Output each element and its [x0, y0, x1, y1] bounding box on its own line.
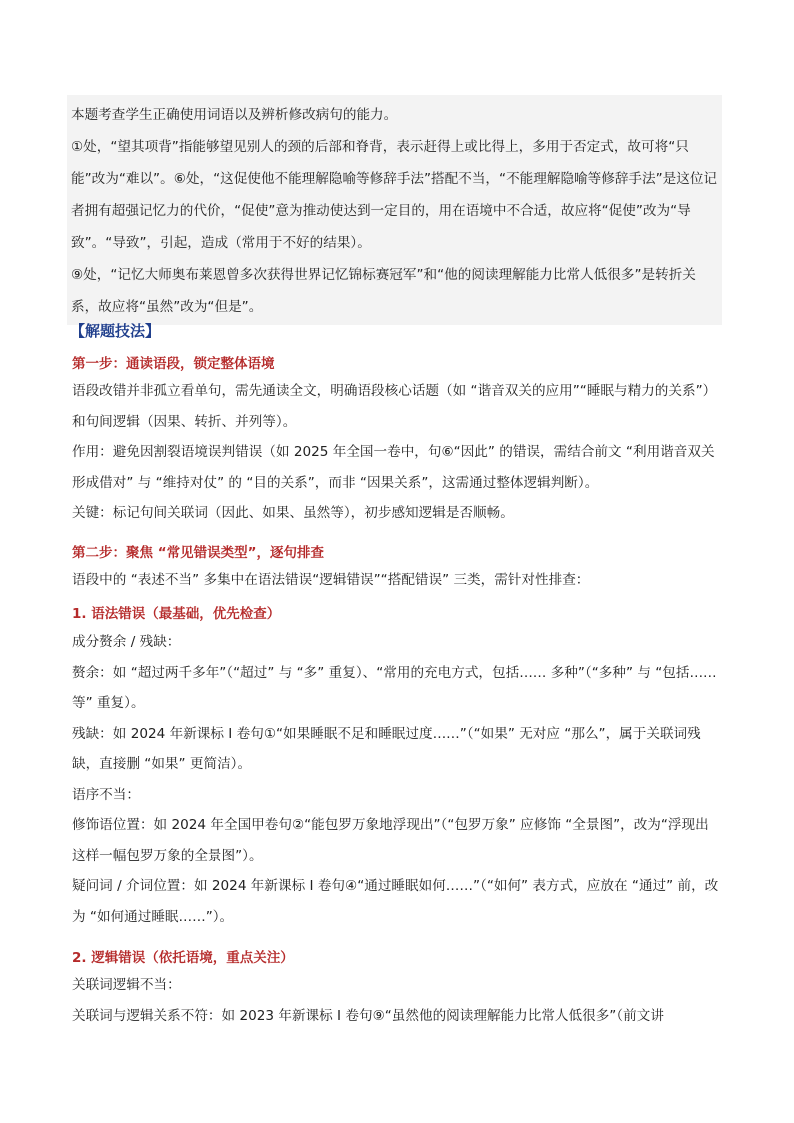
step2-intro	[72, 565, 722, 596]
grammar-line-3: 残缺：如 2024 年新课标 Ⅰ 卷句①“如果睡眠不足和睡眠过度……”（“如果” 无对应 “那么”，属于关联词残缺，直接删 “如果” 更简洁）。	[72, 725, 701, 772]
step2-paragraph-1: 语段中的 “表述不当” 多集中在语法错误“逻辑错误”“搭配错误” 三类，需针对性排查：	[72, 572, 590, 588]
analysis-paragraph-2: ①处，“望其项背”指能够望见别人的颈的后部和脊背，表示赶得上或比得上，多用于否定式，故可将“只能”改为“难以”。⑥处，“这促使他不能理解隐喻等修辞手法”搭配不当，“不能理解隐喻等修辞手法”是这位记者拥有超强记忆力的代价，“促使”意为推动使达到一定目的，用在语境中不合适，故应将“促使”改为“导致”。“导致”，引起，造成（常用于不好的结果）。	[71, 139, 718, 251]
grammar-line-1: 成分赘余 / 残缺：	[72, 634, 181, 650]
logic-error-title: 2. 逻辑错误（依托语境，重点关注）	[72, 950, 294, 966]
grammar-line-5: 修饰语位置：如 2024 年全国甲卷句②“能包罗万象地浮现出”（“包罗万象” 应修饰 “全景图”，改为“浮现出这样一幅包罗万象的全景图”）。	[72, 817, 709, 864]
step1-body	[72, 376, 722, 529]
step2-title: 第二步：聚焦 “常见错误类型”，逐句排查	[72, 545, 324, 561]
analysis-paragraph-1: 本题考查学生正确使用词语以及辨析修改病句的能力。	[71, 107, 398, 123]
step1-title: 第一步：通读语段，锁定整体语境	[72, 356, 275, 372]
step1-paragraph-3: 关键：标记句间关联词（因此、如果、虽然等），初步感知逻辑是否顺畅。	[72, 505, 514, 521]
grammar-line-6: 疑问词 / 介词位置：如 2024 年新课标 Ⅰ 卷句④“通过睡眠如何……”（“如何” 表方式，应放在 “通过” 前，改为 “如何通过睡眠……”）。	[72, 878, 719, 925]
step1-paragraph-2: 作用：避免因割裂语境误判错误（如 2025 年全国一卷中，句⑥“因此” 的错误，需结合前文 “利用谐音双关形成借对” 与 “维持对仗” 的 “目的关系”，而非 “因果关系”，这需通过整体逻辑判断）。	[72, 444, 715, 491]
grammar-line-2: 赘余：如 “超过两千多年”（“超过” 与 “多” 重复）、“常用的充电方式，包括…… 多种”（“多种” 与 “包括…… 等” 重复）。	[72, 664, 717, 711]
step1-paragraph-1: 语段改错并非孤立看单句，需先通读全文，明确语段核心话题（如 “谐音双关的应用”“睡眠与精力的关系”）和句间逻辑（因果、转折、并列等）。	[72, 383, 717, 430]
grammar-error-title: 1. 语法错误（最基础，优先检查）	[72, 606, 281, 622]
logic-line-1: 关联词逻辑不当：	[72, 977, 181, 993]
technique-heading: 【解题技法】	[70, 322, 161, 340]
logic-error-body	[72, 970, 722, 1031]
answer-analysis-box	[67, 95, 722, 325]
logic-line-2: 关联词与逻辑关系不符：如 2023 年新课标 Ⅰ 卷句⑨“虽然他的阅读理解能力比常人低很多”（前文讲	[72, 1007, 664, 1024]
grammar-error-body	[72, 627, 722, 932]
grammar-line-4: 语序不当：	[72, 786, 140, 803]
analysis-paragraph-3: ⑨处，“记忆大师奥布莱恩曾多次获得世界记忆锦标赛冠军”和“他的阅读理解能力比常人低很多”是转折关系，故应将“虽然”改为“但是”。	[71, 267, 696, 315]
